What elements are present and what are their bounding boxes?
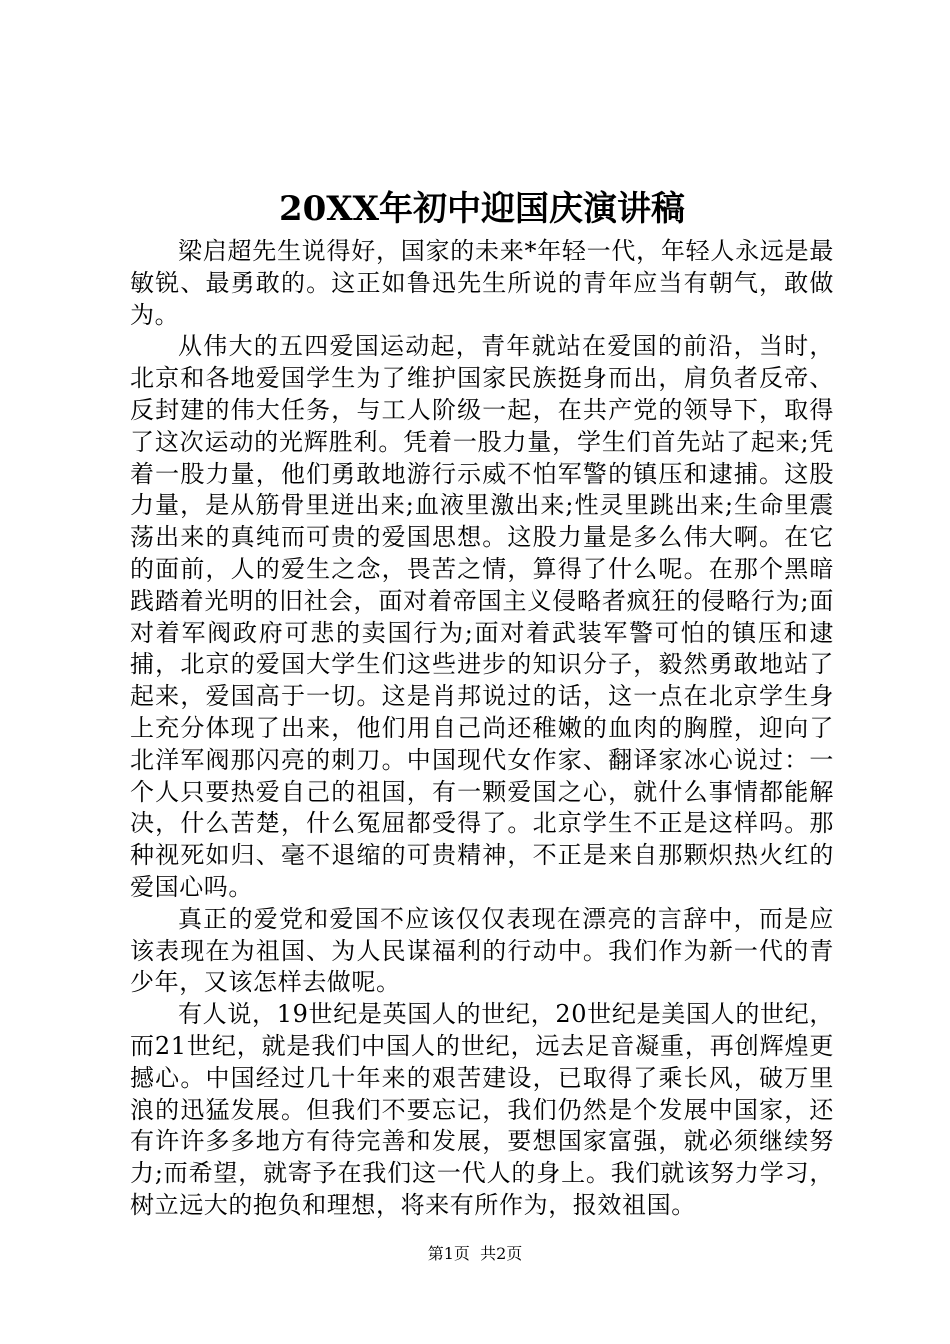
page-footer xyxy=(0,1243,950,1265)
document-body xyxy=(130,236,834,1222)
paragraph-4: 有人说，19世纪是英国人的世纪，20世纪是美国人的世纪，而21世纪，就是我们中国人的世纪，远去足音凝重，再创辉煌更撼心。中国经过几十年来的艰苦建设，已取得了乘长风，破万里浪的迅猛发展。但我们不要忘记，我们仍然是个发展中国家，还有许许多多地方有待完善和发展，要想国家富强，就必须继续努力;而希望，就寄予在我们这一代人的身上。我们就该努力学习，树立远大的抱负和理想，将来有所作为，报效祖国。 xyxy=(130,1000,834,1219)
paragraph-2: 从伟大的五四爱国运动起，青年就站在爱国的前沿，当时，北京和各地爱国学生为了维护国家民族挺身而出，肩负者反帝、反封建的伟大任务，与工人阶级一起，在共产党的领导下，取得了这次运动的光辉胜利。凭着一股力量，学生们首先站了起来;凭着一股力量，他们勇敢地游行示威不怕军警的镇压和逮捕。这股力量，是从筋骨里迸出来;血液里激出来;性灵里跳出来;生命里震荡出来的真纯而可贵的爱国思想。这股力量是多么伟大啊。在它的面前，人的爱生之念，畏苦之情，算得了什么呢。在那个黑暗践踏着光明的旧社会，面对着帝国主义侵略者疯狂的侵略行为;面对着军阀政府可悲的卖国行为;面对着武装军警可怕的镇压和逮捕，北京的爱国大学生们这些进步的知识分子，毅然勇敢地站了起来，爱国高于一切。这是肖邦说过的话，这一点在北京学生身上充分体现了出来，他们用自己尚还稚嫩的血肉的胸膛，迎向了北洋军阀那闪亮的刺刀。中国现代女作家、翻译家冰心说过：一个人只要热爱自己的祖国，有一颗爱国之心，就什么事情都能解决，什么苦楚，什么冤屈都受得了。北京学生不正是这样吗。那种视死如归、毫不退缩的可贵精神，不正是来自那颗炽热火红的爱国心吗。 xyxy=(130,332,834,901)
page-number-total: 共2页 xyxy=(480,1244,523,1263)
page-title: 20XX年初中迎国庆演讲稿 xyxy=(278,189,686,229)
page-number-current: 第1页 xyxy=(427,1244,470,1263)
footer-separator xyxy=(470,1244,480,1263)
paragraph-1: 梁启超先生说得好，国家的未来*年轻一代，年轻人永远是最敏锐、最勇敢的。这正如鲁迅先生所说的青年应当有朝气，敢做为。 xyxy=(130,237,834,329)
paragraph-3: 真正的爱党和爱国不应该仅仅表现在漂亮的言辞中，而是应该表现在为祖国、为人民谋福利的行动中。我们作为新一代的青少年，又该怎样去做呢。 xyxy=(130,904,834,997)
